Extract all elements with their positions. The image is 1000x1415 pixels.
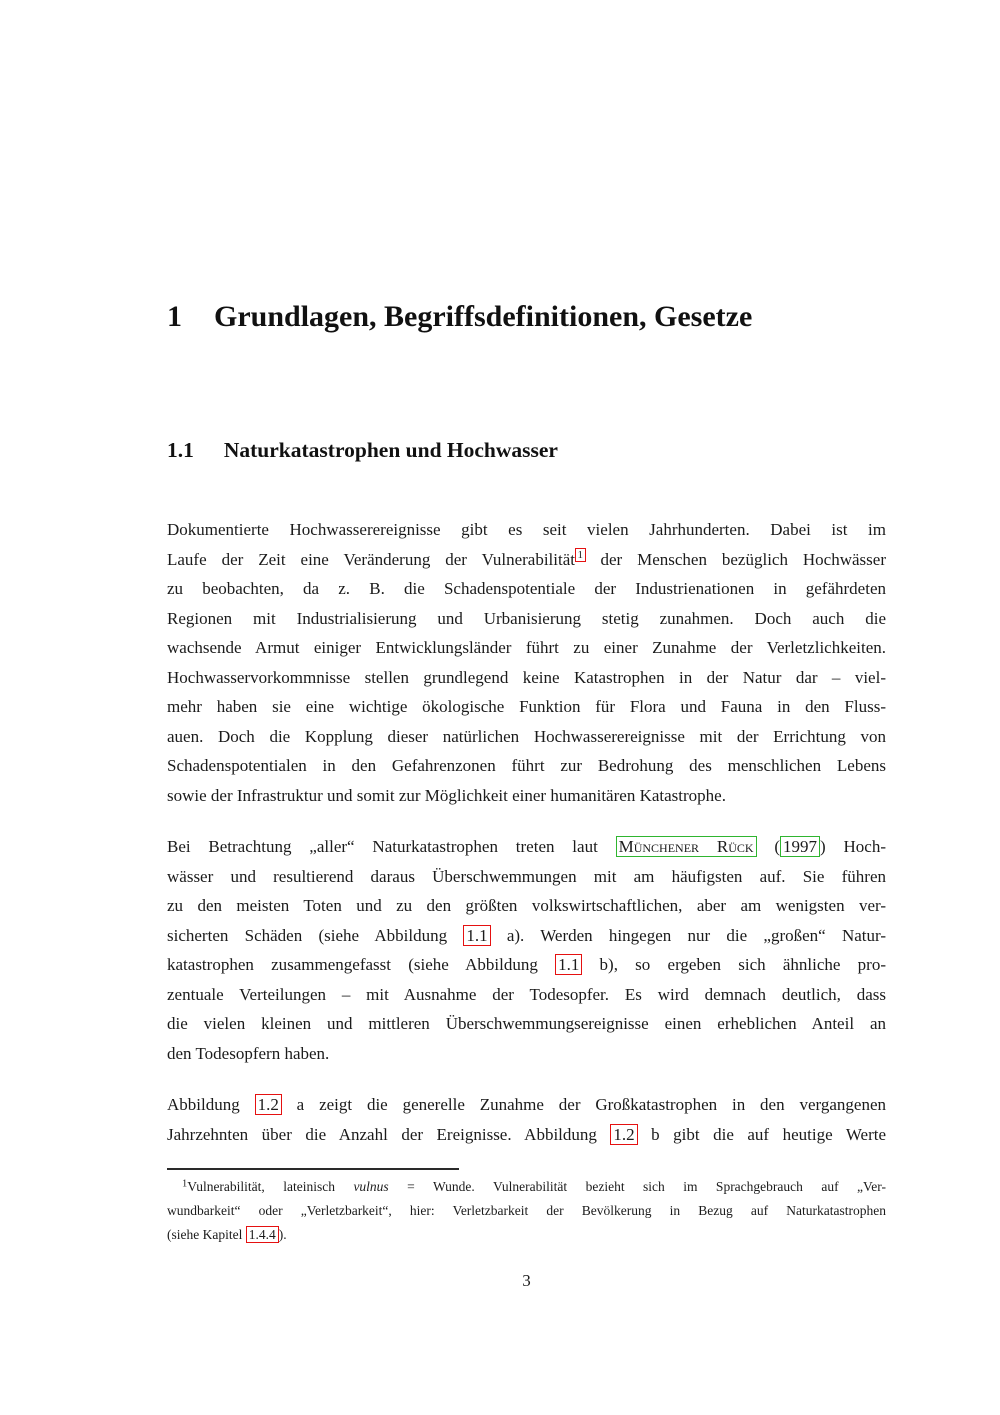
text-line (167, 1090, 886, 1120)
text-line (167, 722, 886, 752)
text-run: Abbildung (167, 1095, 255, 1114)
text-run: sowie der Infrastruktur und somit zur Möglichkeit einer humanitären Katastrophe. (167, 785, 726, 805)
text-run: zentuale Verteilungen – mit Ausnahme der Todesopfer. Es wird demnach deutlich, dass (167, 984, 886, 1004)
footnote (167, 1175, 886, 1247)
text-run: sicherten Schäden (siehe Abbildung (167, 925, 464, 945)
text-line (167, 1039, 886, 1069)
text-run: Regionen mit Industrialisierung und Urbanisierung stetig zunahmen. Doch auch die (167, 608, 886, 628)
text-run: Dokumentierte Hochwasserereignisse gibt es seit vielen Jahrhunderten. Dabei ist im (167, 520, 886, 539)
footnote-reference-link[interactable]: 1 (575, 548, 586, 562)
text-run: ). (278, 1227, 287, 1242)
text-run: wundbarkeit“ oder „Verletzbarkeit“, hier: Verletzbarkeit der Bevölkerung in Bezug auf Naturkatastrophen (167, 1203, 886, 1218)
section-number: 1.1 (167, 438, 194, 462)
text-line (167, 692, 886, 722)
footnote-rule (167, 1168, 459, 1170)
text-line (167, 633, 886, 663)
text-line (167, 832, 886, 862)
text-line (167, 1009, 886, 1039)
text-run: wässer und resultierend daraus Überschwemmungen mit am häufigsten auf. Sie führen (167, 866, 886, 886)
text-run: Vulnerabilität, lateinisch (187, 1179, 354, 1194)
text-run: Hochwasservorkommnisse stellen grundlegend keine Katastrophen in der Natur dar – viel- (167, 667, 886, 687)
text-run: zu den meisten Toten und zu den größten volkswirtschaftlichen, aber am wenigsten ver- (167, 896, 886, 915)
text-run: = Wunde. Vulnerabilität bezieht sich im Sprachgebrauch auf „Ver- (388, 1179, 886, 1194)
internal-reference-link[interactable]: 1.1 (463, 925, 490, 946)
internal-reference-link[interactable]: 1.2 (610, 1124, 637, 1145)
paragraph-1 (167, 515, 886, 810)
text-run: (siehe Kapitel (167, 1227, 246, 1242)
text-line (167, 545, 886, 575)
text-line (167, 862, 886, 892)
footnote-marker: 1 (182, 1178, 188, 1190)
text-run: Schadenspotentialen in den Gefahrenzonen führt zur Bedrohung des menschlichen Lebens (167, 756, 886, 775)
text-run: ) Hoch- (820, 837, 886, 856)
chapter-number: 1 (167, 300, 182, 333)
citation-link[interactable]: 1997 (780, 836, 820, 857)
section-heading (167, 437, 886, 463)
internal-reference-link[interactable]: 1.4.4 (246, 1226, 279, 1243)
text-line (167, 751, 886, 781)
page-number: 3 (522, 1271, 531, 1290)
text-line (167, 781, 886, 811)
text-run: katastrophen zusammengefasst (siehe Abbildung (167, 955, 556, 974)
text-run: auen. Doch die Kopplung dieser natürlichen Hochwasserereignisse mit der Errichtung von (167, 726, 886, 746)
text-line (167, 1199, 886, 1223)
text-line (167, 1120, 886, 1150)
text-run: Laufe der Zeit eine Veränderung der Vulnerabilität (167, 549, 575, 569)
internal-reference-link[interactable]: 1.2 (255, 1094, 282, 1115)
text-run: wachsende Armut einiger Entwicklungsländer führt zu einer Zunahme der Verletzlichkeiten. (167, 638, 886, 657)
text-line (167, 980, 886, 1010)
text-run: Bei Betrachtung „aller“ Naturkatastrophen treten laut (167, 837, 616, 856)
text-line (167, 1175, 886, 1199)
paragraph-3 (167, 1090, 886, 1149)
text-run: b gibt die auf heutige Werte (637, 1124, 886, 1144)
text-run: die vielen kleinen und mittleren Überschwemmungsereignisse einen erheblichen Anteil an (167, 1014, 886, 1033)
text-run: mehr haben sie eine wichtige ökologische Funktion für Flora und Fauna in den Fluss- (167, 697, 886, 716)
text-run: a). Werden hingegen nur die „großen“ Natur- (490, 925, 887, 945)
chapter-title: Grundlagen, Begriffsdefinitionen, Gesetze (214, 300, 753, 333)
citation-link[interactable]: Münchener Rück (616, 836, 757, 857)
text-line (167, 515, 886, 545)
text-line (167, 950, 886, 980)
paragraph-2 (167, 832, 886, 1068)
text-run: Jahrzehnten über die Anzahl der Ereignisse. Abbildung (167, 1124, 611, 1144)
text-line (167, 663, 886, 693)
italic-term: vulnus (353, 1179, 389, 1194)
text-run: b), so ergeben sich ähnliche pro- (582, 955, 886, 974)
section-title: Naturkatastrophen und Hochwasser (223, 438, 558, 462)
internal-reference-link[interactable]: 1.1 (555, 954, 582, 975)
text-run: a zeigt die generelle Zunahme der Großkatastrophen in den vergangenen (281, 1095, 886, 1114)
chapter-heading (167, 299, 886, 335)
text-run: der Menschen bezüglich Hochwässer (585, 549, 886, 569)
text-run: zu beobachten, da z. B. die Schadenspotentiale der Industrienationen in gefährdeten (167, 579, 886, 598)
text-run: ( (756, 837, 781, 856)
text-line (167, 604, 886, 634)
text-line (167, 891, 886, 921)
text-run: den Todesopfern haben. (167, 1043, 330, 1063)
text-line (167, 1223, 886, 1247)
text-line (167, 921, 886, 951)
text-line (167, 574, 886, 604)
